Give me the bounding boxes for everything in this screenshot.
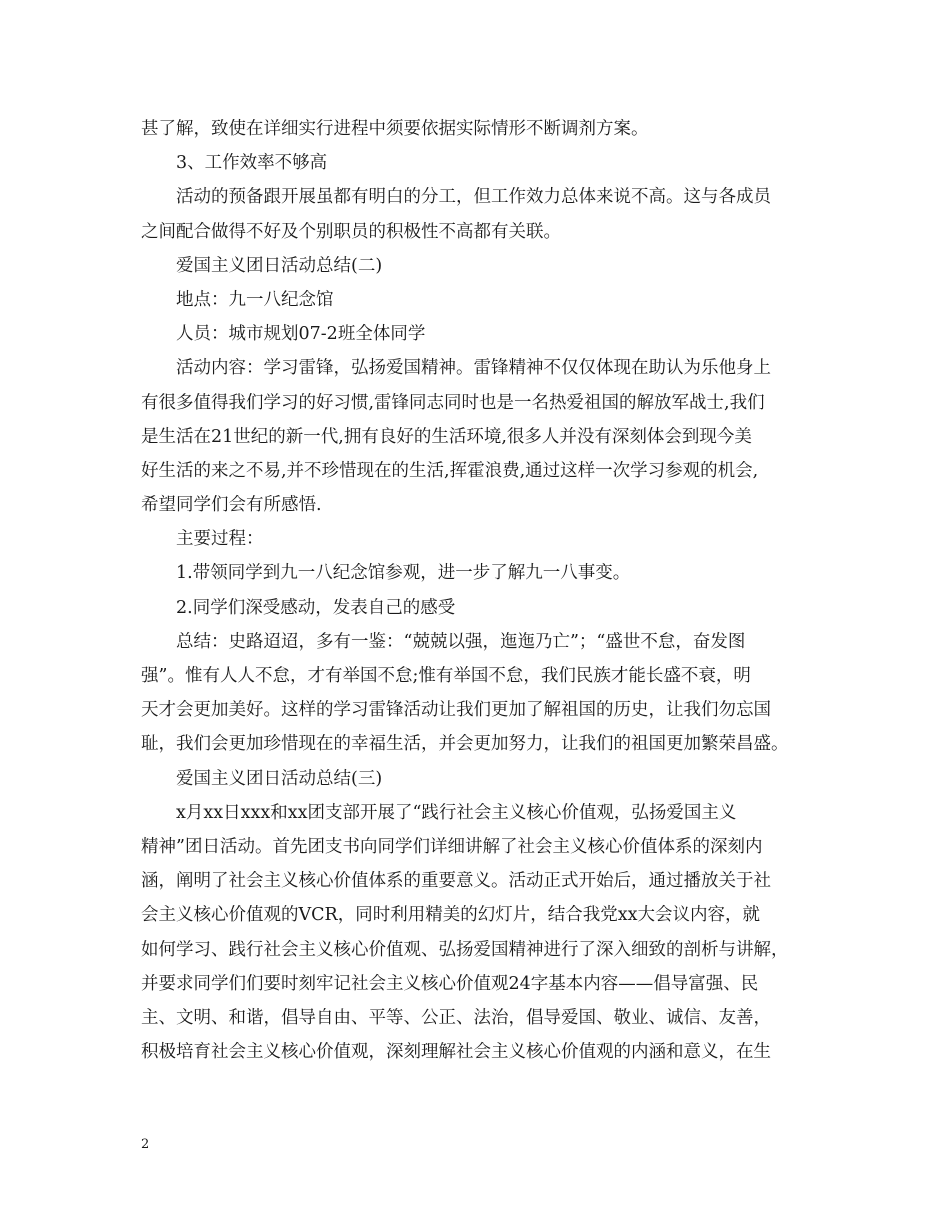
- text-line: 之间配合做得不好及个别职员的积极性不高都有关联。: [141, 221, 561, 242]
- body-text: [141, 112, 821, 1069]
- text-line: 好生活的来之不易,并不珍惜现在的生活,挥霍浪费,通过这样一次学习参观的机会,: [141, 460, 759, 481]
- text-line: x月xx日xxx和xx团支部开展了“践行社会主义核心价值观，弘扬爱国主义: [176, 802, 737, 823]
- text-line: 甚了解，致使在详细实行进程中须要依据实际情形不断调剂方案。: [141, 119, 649, 139]
- text-line: 1.带领同学到九一八纪念馆参观，进一步了解九一八事变。: [176, 563, 631, 584]
- text-line: 是生活在21世纪的新一代,拥有良好的生活环境,很多人并没有深刻体会到现今美: [141, 426, 752, 447]
- text-line: 强”。惟有人人不怠，才有举国不怠;惟有举国不怠，我们民族才能长盛不衰，明: [141, 666, 751, 686]
- text-line: 涵，阐明了社会主义核心价值体系的重要意义。活动正式开始后，通过播放关于社: [141, 871, 771, 892]
- text-line: 主要过程：: [176, 529, 264, 550]
- page-number: 2: [141, 1137, 150, 1152]
- text-line: 并要求同学们们要时刻牢记社会主义核心价值观24字基本内容——倡导富强、民: [141, 973, 759, 994]
- text-line: 天才会更加美好。这样的学习雷锋活动让我们更加了解祖国的历史，让我们勿忘国: [141, 700, 771, 721]
- text-line: 爱国主义团日活动总结(二): [176, 255, 383, 276]
- text-line: 有很多值得我们学习的好习惯,雷锋同志同时也是一名热爱祖国的解放军战士,我们: [141, 392, 765, 413]
- text-line: 会主义核心价值观的VCR，同时利用精美的幻灯片，结合我党xx大会议内容，就: [141, 905, 760, 926]
- text-line: 耻，我们会更加珍惜现在的幸福生活，并会更加努力，让我们的祖国更加繁荣昌盛。: [141, 734, 789, 755]
- text-line: 主、文明、和谐，倡导自由、平等、公正、法治，倡导爱国、敬业、诚信、友善，: [141, 1007, 771, 1028]
- text-line: 积极培育社会主义核心价值观，深刻理解社会主义核心价值观的内涵和意义，在生: [141, 1042, 771, 1063]
- text-line: 活动的预备跟开展虽都有明白的分工，但工作效力总体来说不高。这与各成员: [176, 187, 771, 208]
- text-line: 活动内容：学习雷锋，弘扬爱国精神。雷锋精神不仅仅体现在助认为乐他身上: [176, 358, 771, 379]
- text-line: 2.同学们深受感动，发表自己的感受: [176, 597, 456, 618]
- text-line: 总结：史路迢迢，多有一鉴：“兢兢以强，迤迤乃亡”；“盛世不怠，奋发图: [176, 631, 746, 652]
- text-line: 人员：城市规划07-2班全体同学: [176, 324, 426, 345]
- text-line: 地点：九一八纪念馆: [176, 289, 334, 310]
- text-line: 希望同学们会有所感悟.: [141, 495, 322, 516]
- text-line: 如何学习、践行社会主义核心价值观、弘扬爱国精神进行了深入细致的剖析与讲解，: [141, 939, 789, 960]
- text-line: 精神”团日活动。首先团支书向同学们详细讲解了社会主义核心价值体系的深刻内: [141, 836, 763, 857]
- text-line: 爱国主义团日活动总结(三): [176, 768, 383, 789]
- text-line: 3、工作效率不够高: [176, 153, 328, 174]
